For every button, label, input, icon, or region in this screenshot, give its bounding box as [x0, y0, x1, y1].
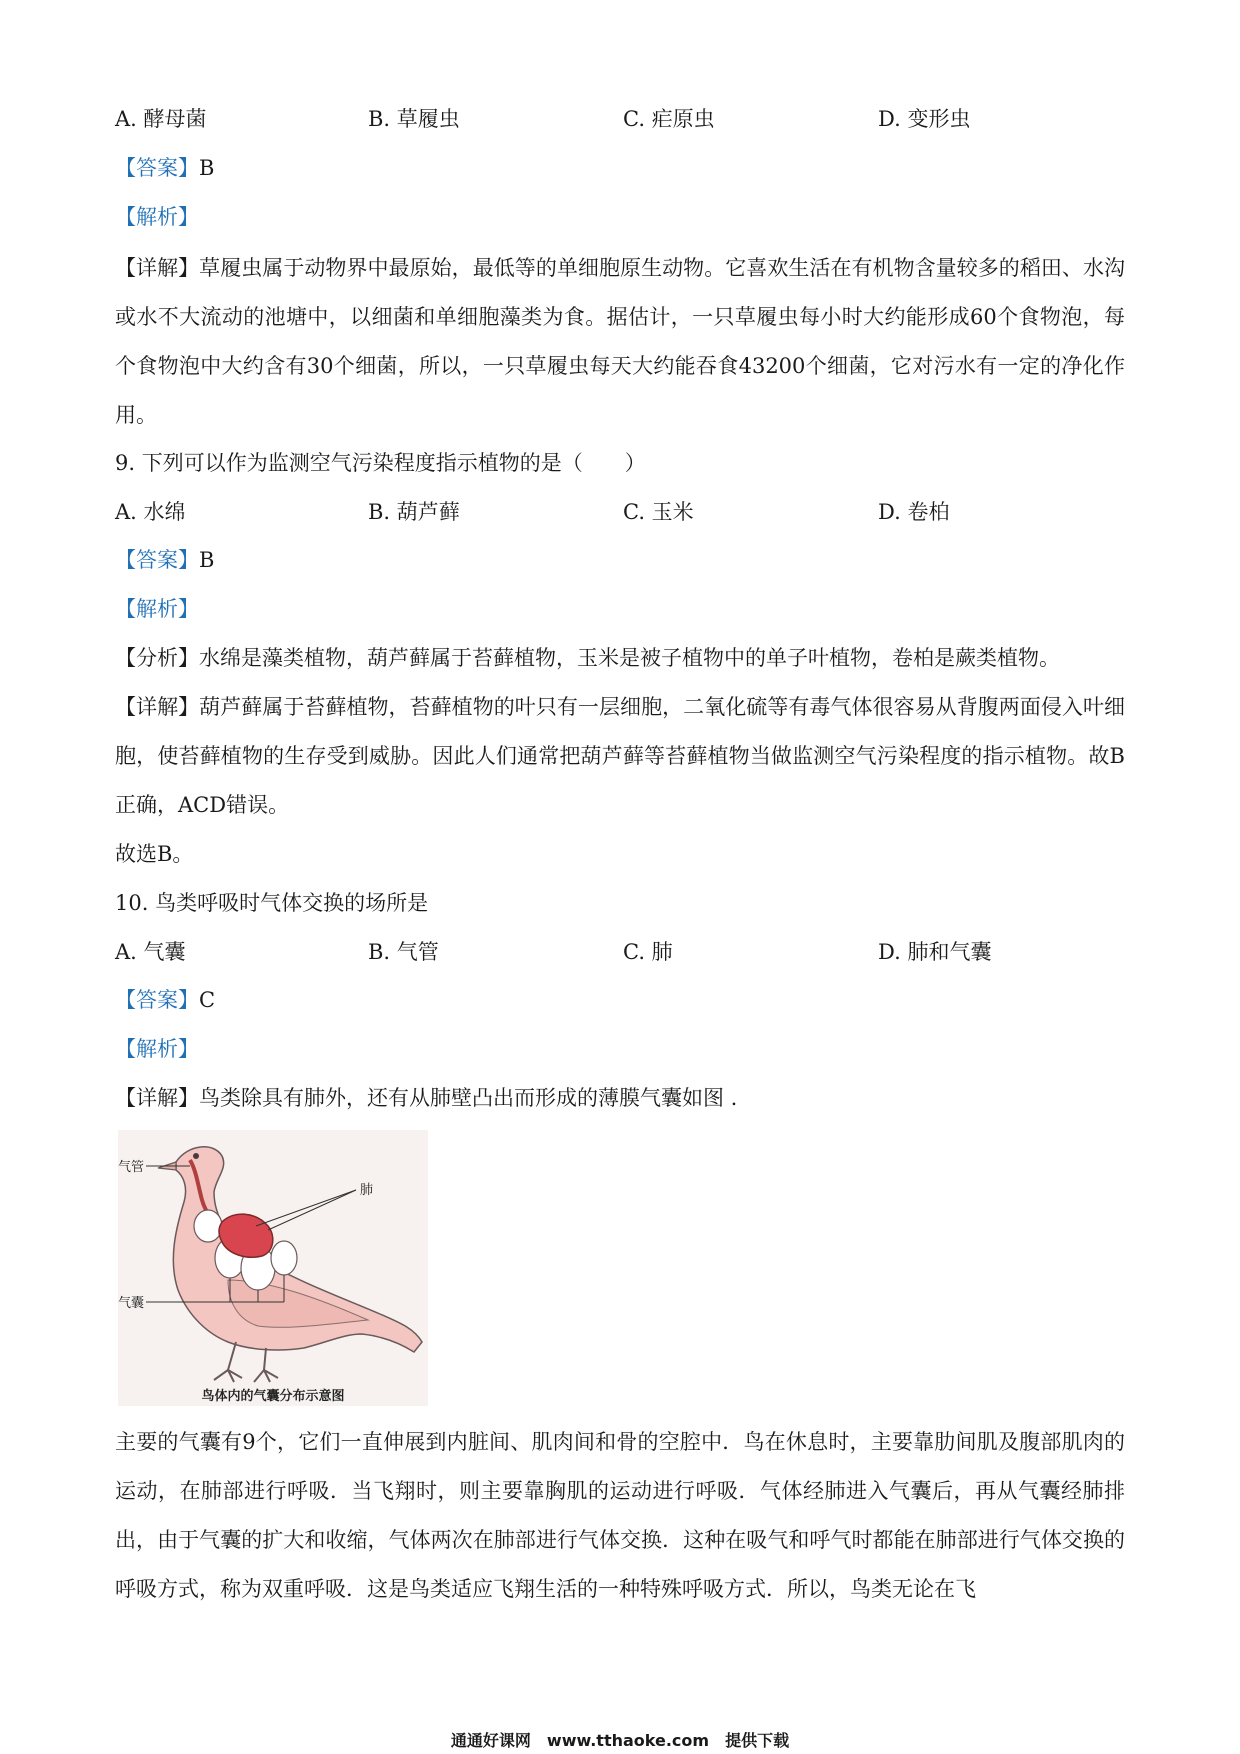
label-lung: 肺 [360, 1183, 374, 1198]
detail-tag: 【详解】 [115, 256, 200, 280]
q10-option-a: A. 气囊 [115, 940, 186, 964]
q10-option-c: C. 肺 [623, 940, 673, 964]
q9-question: 9. 下列可以作为监测空气污染程度指示植物的是（ ） [115, 451, 646, 475]
detail-text: 草履虫属于动物界中最原始，最低等的单细胞原生动物。它喜欢生活在有机物含量较多的稻田、水沟或水不大流动的池塘中，以细菌和单细胞藻类为食。据估计，一只草履虫每小时大约能形成60个食物泡，每个食物泡中大约含有30个细菌，所以，一只草履虫每天大约能吞食43200个细菌，它对污水有一定的净化作用。 [115, 256, 1125, 427]
q9-option-b: B. 葫芦藓 [368, 500, 460, 524]
bird-eye [193, 1153, 199, 1159]
label-trachea: 气管 [118, 1160, 145, 1175]
q8-option-b: B. 草履虫 [368, 107, 460, 131]
bird-airsac-figure [118, 1130, 428, 1406]
detail-tag: 【详解】 [115, 695, 200, 719]
detail-text: 鸟类除具有肺外，还有从肺壁凸出而形成的薄膜气囊如图 . [199, 1086, 738, 1110]
figure-caption: 鸟体内的气囊分布示意图 [201, 1389, 345, 1404]
fenxi-tag: 【分析】 [115, 646, 199, 670]
q9-analysis-tag: 【解析】 [115, 597, 199, 621]
q9-option-a: A. 水绵 [115, 500, 186, 524]
q9-answer [115, 545, 214, 575]
q8-option-d: D. 变形虫 [878, 107, 971, 131]
q9-fenxi [115, 643, 1060, 673]
fenxi-text: 水绵是藻类植物，葫芦藓属于苔藓植物，玉米是被子植物中的单子叶植物，卷柏是蕨类植物。 [199, 646, 1060, 670]
q8-option-a: A. 酵母菌 [115, 107, 207, 131]
q9-option-c: C. 玉米 [623, 500, 694, 524]
label-airsac: 气囊 [118, 1296, 145, 1311]
q10-option-b: B. 气管 [368, 940, 439, 964]
q9-conclusion: 故选B。 [115, 842, 194, 866]
detail-tag: 【详解】 [115, 1086, 199, 1110]
q10-explanation: 主要的气囊有9个，它们一直伸展到内脏间、肌肉间和骨的空腔中．鸟在休息时，主要靠肋间肌及腹部肌肉的运动，在肺部进行呼吸．当飞翔时，则主要靠胸肌的运动进行呼吸．气体经肺进入气囊后，再从气囊经肺排出，由于气囊的扩大和收缩，气体两次在肺部进行气体交换．这种在吸气和呼气时都能在肺部进行气体交换的呼吸方式，称为双重呼吸．这是鸟类适应飞翔生活的一种特殊呼吸方式．所以，鸟类无论在飞 [115, 1430, 1125, 1601]
answer-value: B [199, 548, 215, 572]
answer-tag: 【答案】 [115, 548, 199, 572]
answer-value: B [199, 156, 215, 180]
page-footer: 通通好课网 www.tthaoke.com 提供下载 [450, 1731, 790, 1750]
answer-tag: 【答案】 [115, 988, 199, 1012]
q10-answer [115, 985, 215, 1015]
q8-answer [115, 153, 214, 183]
q10-question: 10. 鸟类呼吸时气体交换的场所是 [115, 891, 429, 915]
q8-option-c: C. 疟原虫 [623, 107, 715, 131]
q10-option-d: D. 肺和气囊 [878, 940, 992, 964]
air-sac [194, 1210, 222, 1242]
q8-analysis-tag: 【解析】 [115, 205, 199, 229]
answer-tag: 【答案】 [115, 156, 199, 180]
bird-diagram [118, 1130, 428, 1406]
q9-option-d: D. 卷柏 [878, 500, 950, 524]
detail-text: 葫芦藓属于苔藓植物，苔藓植物的叶只有一层细胞，二氧化硫等有毒气体很容易从背腹两面侵入叶细胞，使苔藓植物的生存受到威胁。因此人们通常把葫芦藓等苔藓植物当做监测空气污染程度的指示植物。故B正确，ACD错误。 [115, 695, 1125, 817]
q10-detail [115, 1083, 737, 1113]
q8-detail [115, 244, 1125, 440]
q9-detail [115, 683, 1125, 830]
answer-value: C [199, 988, 216, 1012]
air-sac [271, 1241, 297, 1275]
q10-analysis-tag: 【解析】 [115, 1037, 199, 1061]
